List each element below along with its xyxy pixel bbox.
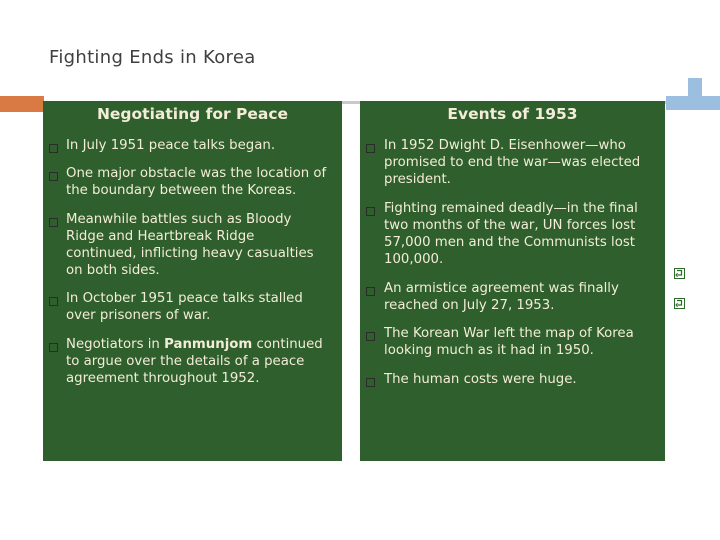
bullet-icon [49,144,58,153]
left-item-4: In October 1951 peace talks stalled over prisoners of war. [66,291,303,323]
bullet-icon [49,297,58,306]
left-item-1: In July 1951 peace talks began. [66,138,276,153]
bullet-icon [366,332,375,341]
right-item-3: An armistice agreement was finally reached on July 27, 1953. [384,281,619,313]
events-1953-panel [360,101,665,461]
panel-heading-events: Events of 1953 [447,105,578,123]
right-item-2: Fighting remained deadly—in the final two months of the war, UN forces lost 57,000 men and the Communists lost 100,000. [384,201,638,267]
bullet-icon [366,378,375,387]
right-item-5: The human costs were huge. [384,372,577,387]
negotiating-panel [43,101,342,461]
right-item-4: The Korean War left the map of Korea looking much as it had in 1950. [384,326,634,358]
place-name-panmunjom: Panmunjom [164,337,253,352]
accent-bar-right-horizontal [666,96,720,110]
slide-title: Fighting Ends in Korea [49,47,256,68]
bullet-icon [366,207,375,216]
bullet-icon [366,144,375,153]
bullet-icon [49,172,58,181]
bullet-icon [366,287,375,296]
panel-heading-negotiating: Negotiating for Peace [96,105,289,123]
return-arrow-icon[interactable] [674,298,685,309]
left-item-2: One major obstacle was the location of the boundary between the Koreas. [66,166,327,198]
left-item-5-before: Negotiators in [66,337,165,352]
right-item-1: In 1952 Dwight D. Eisenhower—who promised to end the war—was elected president. [384,138,641,187]
left-item-5 [66,336,336,387]
return-arrow-icon[interactable] [674,268,685,279]
bullet-icon [49,218,58,227]
bullet-icon [49,343,58,352]
accent-bar-left [0,96,44,112]
left-item-5-after: continued to argue over the details of a peace agreement throughout 1952. [66,337,323,386]
left-item-3: Meanwhile battles such as Bloody Ridge and Heartbreak Ridge continued, inflicting heavy casualties on both sides. [66,212,314,278]
